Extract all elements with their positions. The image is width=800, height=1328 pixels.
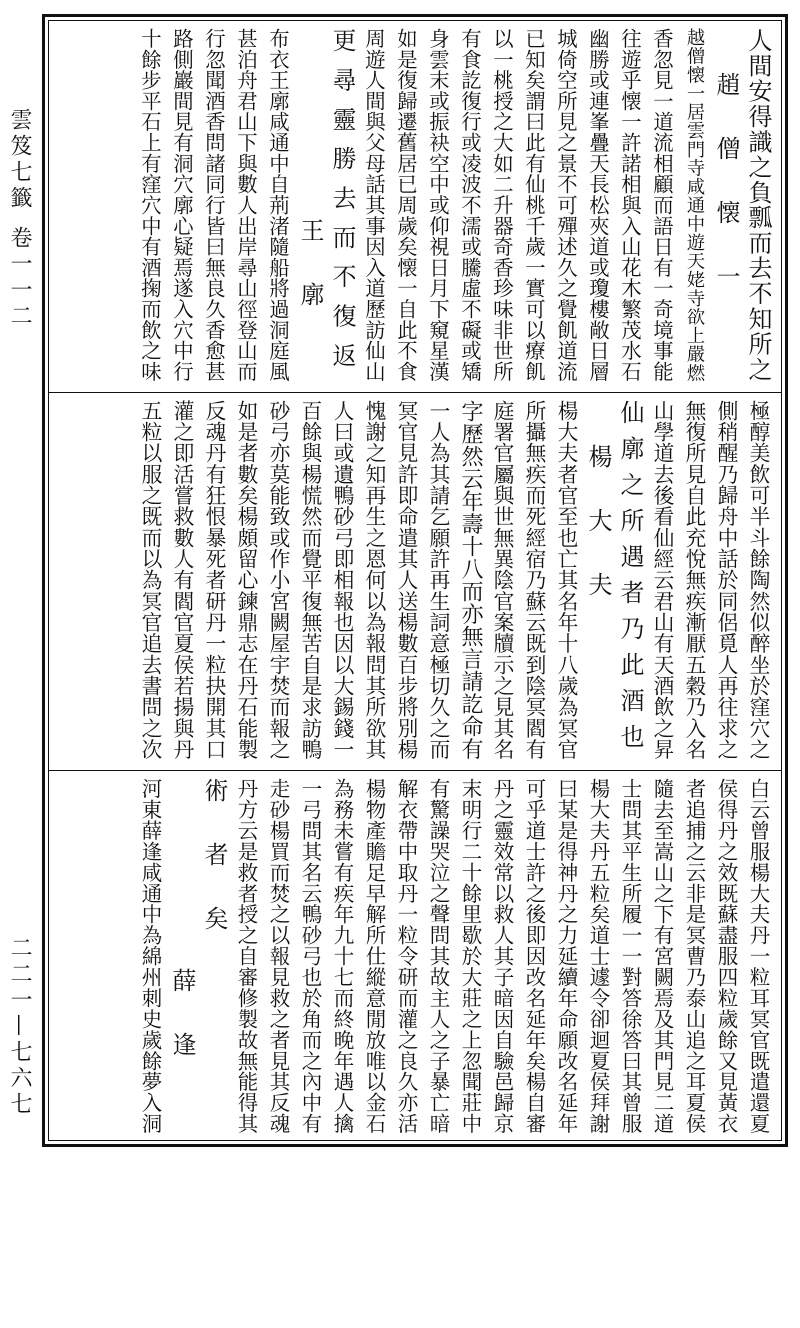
- text-column: 為務未嘗有疾年九十七而終晚年遇人擒: [330, 778, 354, 1134]
- text-column: 路側巖間見有洞穴廓心疑焉遂入穴中行: [170, 28, 194, 382]
- text-column: 身雲末或振袂空中或仰視日月下窺星漢: [426, 28, 450, 382]
- text-column: 侯得丹之效既蘇盡服四粒歲餘又見黃衣: [714, 778, 738, 1134]
- text-column: 隨去至嵩山之下有宮闕焉及其門見二道: [650, 778, 674, 1134]
- text-column: 人曰或遺鴨砂弓即相報也因以大錫錢一: [330, 400, 354, 760]
- section-title: 趙僧懐一: [712, 72, 740, 328]
- text-column: 極醇美飲可半斗餘陶然似醉坐於窪穴之: [746, 400, 770, 760]
- text-column: 楊物產贍足早解所仕縱意閒放唯以金石: [362, 778, 386, 1134]
- text-column: 香忽見一道流相顧而語日有一奇境事能: [650, 28, 674, 382]
- author-name: 王廓: [296, 218, 324, 346]
- text-column: 楊大夫者官至也亡其名年十八歲為冥官: [554, 400, 578, 760]
- text-column: 白云曾服楊大夫丹一粒耳冥官既遣還夏: [746, 778, 770, 1134]
- text-column: 一弓問其名云鴨砂弓也於角而之內中有: [298, 778, 322, 1134]
- text-section-2: [56, 400, 774, 764]
- text-column: 走砂楊買而焚之以報見救之者見其反魂: [266, 778, 290, 1134]
- volume-margin: 卷一一二: [7, 226, 32, 330]
- text-column: 字歷然云年壽十八而亦無言請訖命有: [458, 400, 483, 760]
- section-title: 楊大夫: [584, 444, 612, 636]
- text-column: 周遊人間與父母話其事因入道歷訪仙山: [362, 28, 386, 382]
- text-column: 一人為其請乞願許再生詞意極切久之而: [426, 400, 450, 760]
- text-column: 往遊乎懐一許諾相與入山花木繁茂水石: [618, 28, 642, 382]
- text-column: 仙廓之所遇者乃此酒也: [616, 400, 644, 760]
- text-column: 如是者數矣楊頗留心鍊鼎志在丹石能製: [234, 400, 258, 760]
- text-column: 更尋靈勝去而不復返: [328, 28, 356, 382]
- text-column: 有驚譟哭泣之聲問其故主人之子暴亡暗: [426, 778, 450, 1134]
- text-column: 者追捕之云非是冥曹乃泰山追之耳夏侯: [682, 778, 706, 1134]
- text-column: 行忽聞酒香問諸同行皆曰無良久香愈甚: [202, 28, 226, 382]
- text-column: 百餘與楊慌然而覺平復無苦自是求訪鴨: [298, 400, 322, 760]
- section-divider-1: [48, 392, 782, 393]
- text-column: 越僧懐一居雲門寺咸通中遊天姥寺欲上嚴燃: [684, 28, 705, 382]
- text-column: 已知矣謂曰此有仙桃千歲一實可以療飢: [522, 28, 546, 382]
- text-column: 人間安得識之負瓢而去不知所之: [744, 28, 772, 382]
- text-column: 反魂丹有狂恨暴死者研丹一粒抉開其口: [202, 400, 226, 760]
- text-column: 愧謝之知再生之恩何以為報問其所欲其: [362, 400, 386, 760]
- text-section-1: [56, 28, 774, 386]
- text-column: 有食訖復行或凌波不濡或騰虛不礙或矯: [458, 28, 482, 382]
- text-column: 楊大夫丹五粒矣道士遽令卻迴夏侯拜謝: [586, 778, 610, 1134]
- section-divider-2: [48, 770, 782, 771]
- text-column: 山學道去後看仙經云君山有天酒飲之昇: [650, 400, 674, 760]
- text-column: 以一桃授之大如二升器奇香珍味非世所: [490, 28, 514, 382]
- page-number-margin: 二二一—七六七: [7, 936, 32, 1118]
- text-column: 幽勝或連峯疊天長松夾道或瓊樓敞日層: [586, 28, 610, 382]
- text-column: 布衣王廓咸通中自荊渚隨船將過洞庭風: [266, 28, 290, 382]
- text-column: 末明行二十餘里歇於大莊之上忽聞莊中: [458, 778, 482, 1134]
- text-column: 術者矣: [200, 778, 228, 970]
- text-column: 所攝無疾而死經宿乃蘇云既到陰冥閻有: [522, 400, 546, 760]
- text-column: 側稍醒乃歸舟中話於同侶覓人再往求之: [714, 400, 738, 760]
- text-column: 可乎道士許之後即因改名延年矣楊自審: [522, 778, 546, 1134]
- text-column: 城倚空所見之景不可殫述久之覺飢道流: [554, 28, 578, 382]
- book-title-margin: 雲笈七籤: [7, 108, 32, 212]
- text-column: 庭署官屬與世無異陰官案牘示之見其名: [490, 400, 514, 760]
- text-column: 士問其平生所履一一對答徐答曰其曾服: [618, 778, 642, 1134]
- text-column: 灌之即活嘗救數人有閻官夏侯若揚與丹: [170, 400, 194, 760]
- text-column: 十餘步平石上有窪穴中有酒掬而飲之味: [138, 28, 162, 382]
- text-column: 曰某是得神丹之力延續年命願改名延年: [554, 778, 578, 1134]
- text-column: 無復所見自此充悅無疾漸厭五穀乃入名: [682, 400, 706, 760]
- text-column: 五粒以服之既而以為冥官追去書問之次: [138, 400, 162, 760]
- text-column: 甚泊舟君山下與數人出岸尋山徑登山而: [234, 28, 258, 382]
- text-column: 砂弓亦莫能致或作小宮闕屋宇焚而報之: [266, 400, 290, 760]
- author-name: 薛逢: [168, 968, 196, 1096]
- text-column: 如是復歸遷舊居已周歲矣懐一自此不食: [394, 28, 418, 382]
- text-section-3: [56, 778, 774, 1138]
- text-column: 河東薛逢咸通中為綿州刺史歲餘夢入洞: [138, 778, 162, 1134]
- text-column: 解衣帶中取丹一粒令研而灌之良久亦活: [394, 778, 418, 1134]
- text-column: 丹之靈效常以救人其子暗因自驗邑歸京: [490, 778, 514, 1134]
- text-column: 丹方云是救者授之自審修製故無能得其: [234, 778, 258, 1134]
- text-column: 冥官見許即命遣其人送楊數百步將別楊: [394, 400, 418, 760]
